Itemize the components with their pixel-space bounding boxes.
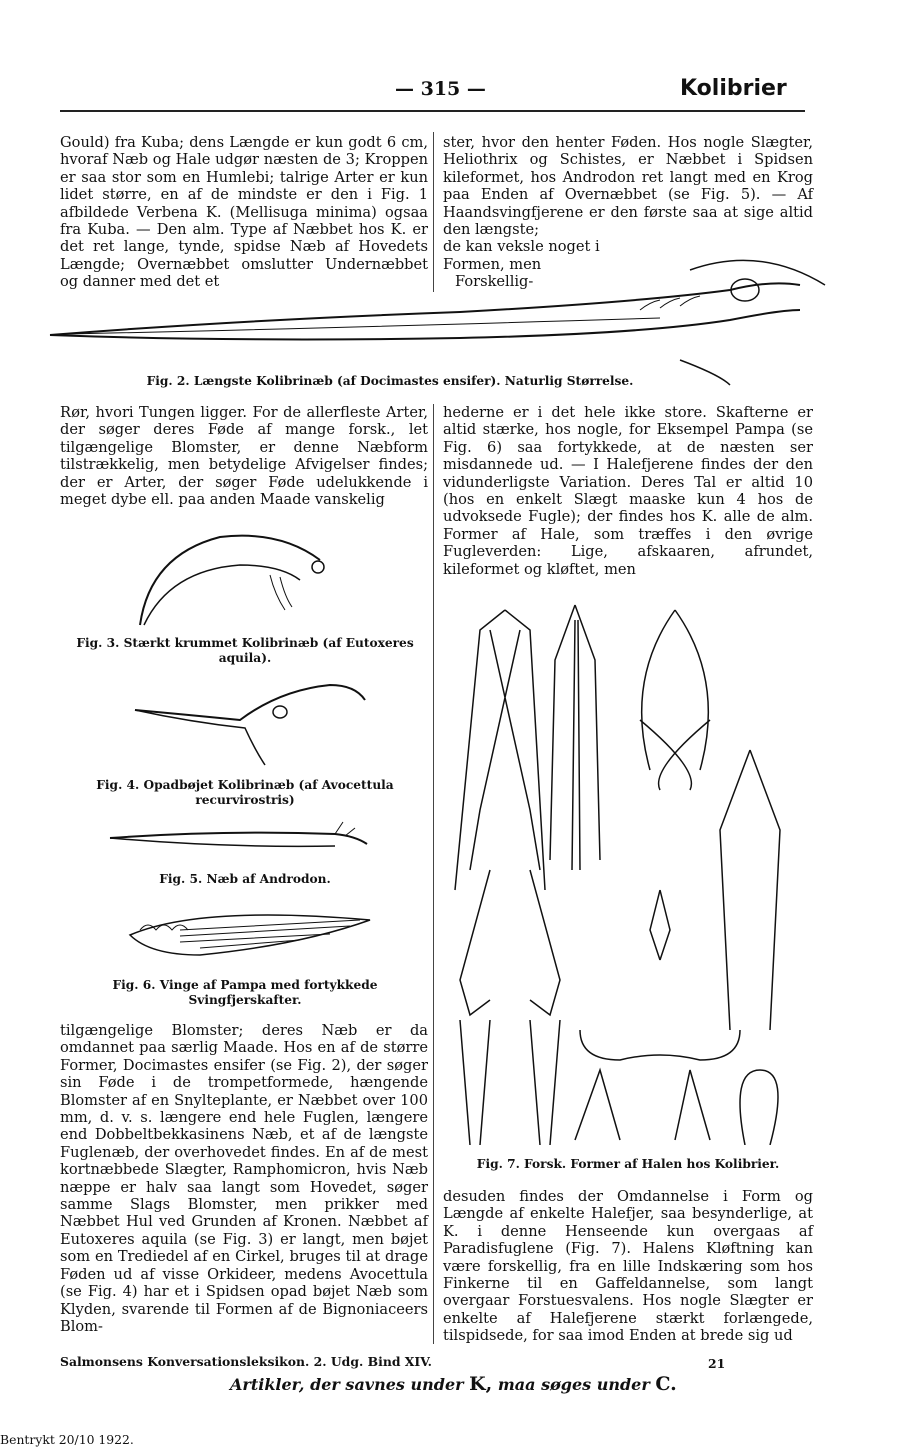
fig4-upturned-beak-illustration (130, 680, 370, 770)
paragraph: Gould) fra Kuba; dens Længde er kun godt 6 cm, hvoraf Næb og Hale udgør næsten de 3; Kroppen er saa stor som en Humlebi; talrige Arter er kun lidet større, en af de mindste er den i Fig. 1 afbildede Verbena K. (Mellisuga minima) ogsaa fra Kuba. — Den alm. Type af Næbbet hos K. er det ret lange, tynde, spidse Næb af Hovedets Længde; Overnæbbet omslutter Undernæbbet og danner med det et (60, 134, 428, 291)
fig5-androdon-beak-illustration (105, 818, 375, 863)
note-part: maa søges under (497, 1375, 650, 1394)
text-bottom-right (443, 1188, 813, 1345)
header-rule (60, 110, 805, 112)
column-divider (433, 404, 434, 1344)
paragraph: desuden findes der Omdannelse i Form og Længde af enkelte Halefjer, saa besynderlige, at K. i denne Henseende kun overgaas af Paradisfuglene (Fig. 7). Halens Kløftning kan være forskellig, fra en lille Indskæring som hos Finkerne til en Gaffeldannelse, som langt overgaar Forstuesvalens. Hos nogle Slægter er enkelte af Halefjerene stærkt forlængede, tilspidsede, for saa imod Enden at brede sig ud (443, 1188, 813, 1345)
note-letter-k: K, (469, 1373, 493, 1395)
text-bottom-left (60, 1022, 428, 1335)
fig7-tail-forms-illustration (450, 600, 810, 1145)
missing-articles-note (230, 1373, 677, 1395)
fig6-caption: Fig. 6. Vinge af Pampa med fortykkede Svingfjerskafter. (112, 978, 378, 1007)
note-part: Artikler, der savnes under (230, 1375, 464, 1394)
fig5-caption: Fig. 5. Næb af Androdon. (159, 872, 331, 886)
fig7-caption: Fig. 7. Forsk. Former af Halen hos Kolibrier. (476, 1157, 780, 1171)
print-date: Bentrykt 20/10 1922. (0, 1432, 134, 1447)
fig4-caption: Fig. 4. Opadbøjet Kolibrinæb (af Avocettula recurvirostris) (96, 778, 394, 807)
publication-line: Salmonsens Konversationsleksikon. 2. Udg. Bind XIV. (60, 1354, 432, 1369)
note-letter-c: C. (655, 1373, 677, 1395)
paragraph-line: Formen, men (443, 255, 542, 273)
paragraph: ster, hvor den henter Føden. Hos nogle Slægter, Heliothrix og Schistes, er Næbbet i Spidsen kileformet, hos Androdon ret langt med en Krog paa Enden af Overnæbbet (se Fig. 5). — Af Haandsvingfjerene er den første saa at sige altid den længste; (443, 134, 813, 239)
text-mid-right (443, 404, 813, 578)
paragraph: Rør, hvori Tungen ligger. For de allerfleste Arter, der søger deres Føde af mange forsk., let tilgængelige Blomster, er denne Næbform tilstrækkelig, men betydelige Afvigelser findes; der er Arter, der søger Føde udelukkende i meget dybe ell. paa anden Maade vanskelig (60, 404, 428, 509)
section-title: Kolibrier (680, 76, 787, 101)
paragraph: hederne er i det hele ikke store. Skafterne er altid stærke, hos nogle, for Eksempel Pampa (se Fig. 6) saa fortykkede, at de næsten ser misdannede ud. — I Halefjerene findes der den vidunderligste Variation. Deres Tal er altid 10 (hos en enkelt Slægt maaske kun 4 hos de udvoksede Fugle); der findes hos K. alle de alm. Former af Hale, som træffes i den øvrige Fugleverden: Lige, afskaaren, afrundet, kileformet og kløftet, men (443, 404, 813, 578)
paragraph-line: de kan veksle noget i (443, 238, 600, 256)
page-number: — 315 — (395, 78, 486, 100)
sheet-number: 21 (708, 1356, 726, 1371)
fig2-caption: Fig. 2. Længste Kolibrinæb (af Docimastes ensifer). Naturlig Størrelse. (146, 374, 634, 388)
paragraph-line: Forskellig- (455, 273, 534, 291)
fig6-wing-illustration (120, 900, 380, 965)
fig3-curved-beak-illustration (130, 525, 350, 635)
paragraph: tilgængelige Blomster; deres Næb er da omdannet paa særlig Maade. Hos en af de større Former, Docimastes ensifer (se Fig. 2), der søger sin Føde i de trompetformede, hængende Blomster af en Snylteplante, er Næbbet over 100 mm, d. v. s. længere end hele Fuglen, længere end Dobbeltbekkasinens Næb, et af de længste Fuglenæb, der overhovedet findes. En af de mest kortnæbbede Slægter, Ramphomicron, hvis Næb næppe er halv saa langt som Hovedet, søger samme Slags Blomster, men prikker med Næbbet Hul ved Grunden af Kronen. Næbbet af Eutoxeres aquila (se Fig. 3) er langt, men bøjet som en Trediedel af en Cirkel, bruges til at drage Føden ud af visse Orkideer, medens Avocettula (se Fig. 4) har et i Spidsen opad bøjet Næb som Klyden, svarende til Formen af de Bignoniaceers Blom- (60, 1022, 428, 1335)
fig3-caption: Fig. 3. Stærkt krummet Kolibrinæb (af Eutoxeres aquila). (76, 636, 414, 665)
text-mid-left (60, 404, 428, 508)
